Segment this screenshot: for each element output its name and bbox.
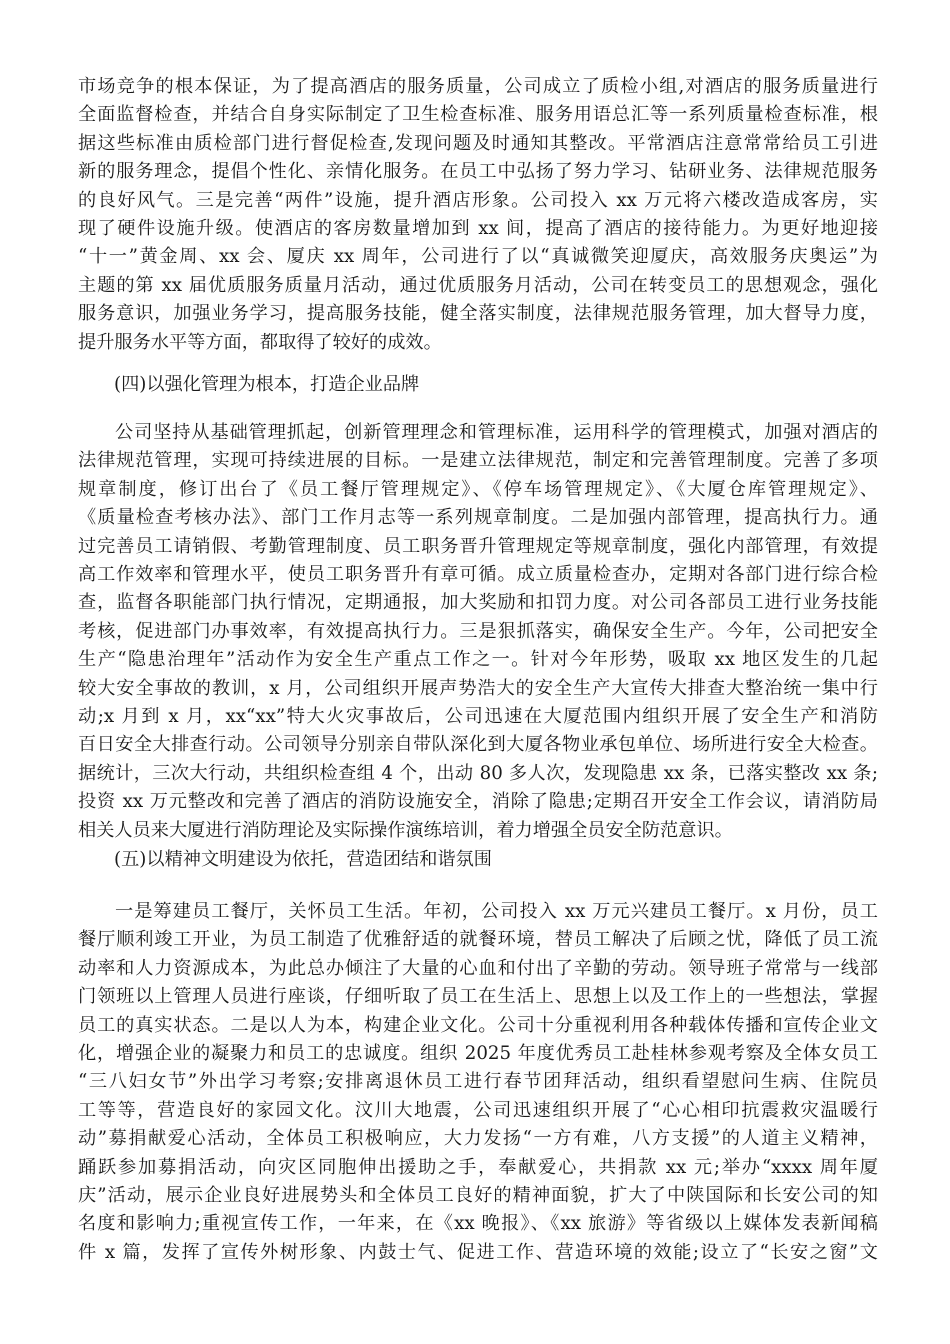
paragraph-line: 工等等，营造良好的家园文化。汶川大地震，公司迅速组织开展了“心心相印抗震救灾温暖行	[78, 1099, 878, 1121]
paragraph-line: 化，增强企业的凝聚力和员工的忠诚度。组织 2025 年度优秀员工赴桂林参观考察及全体女员工	[78, 1043, 878, 1065]
paragraph-line: 高工作效率和管理水平，使员工职务晋升有章可循。成立质量检查办，定期对各部门进行综合检	[78, 564, 878, 586]
paragraph-line: “三八妇女节”外出学习考察;安排离退休员工进行春节团拜活动，组织看望慰问生病、住院员	[78, 1071, 878, 1093]
paragraph-line: 踊跃参加募捐活动，向灾区同胞伸出援助之手，奉献爱心，共捐款 xx 元;举办“xxxx 周年厦	[78, 1156, 878, 1178]
paragraph-line: 员工的真实状态。二是以人为本，构建企业文化。公司十分重视利用各种载体传播和宣传企业文	[78, 1014, 878, 1036]
paragraph-line: 过完善员工请销假、考勤管理制度、员工职务晋升管理规定等规章制度，强化内部管理，有效提	[78, 535, 878, 557]
paragraph-line: 门领班以上管理人员进行座谈，仔细听取了员工在生活上、思想上以及工作上的一些想法，掌握	[78, 986, 878, 1008]
paragraph-line: 较大安全事故的教训，x 月，公司组织开展声势浩大的安全生产大宣传大排查大整治统一集中行	[78, 677, 878, 699]
paragraph-line: 公司坚持从基础管理抓起，创新管理理念和管理标准，运用科学的管理模式，加强对酒店的	[115, 422, 878, 443]
section-heading-5: (五)以精神文明建设为依托，营造团结和谐氛围	[114, 849, 492, 870]
paragraph-line: 主题的第 xx 届优质服务质量月活动，通过优质服务月活动，公司在转变员工的思想观念，强化	[78, 274, 878, 296]
paragraph-line: 庆”活动，展示企业良好进展势头和全体员工良好的精神面貌，扩大了中陕国际和长安公司的知	[78, 1185, 878, 1207]
paragraph-line: 的良好风气。三是完善“两件”设施，提升酒店形象。公司投入 xx 万元将六楼改造成客房，实	[78, 189, 878, 211]
paragraph-line: 据统计，三次大行动，共组织检查组 4 个，出动 80 多人次，发现隐患 xx 条，已落实整改 xx 条;	[78, 762, 878, 784]
paragraph-line: 投资 xx 万元整改和完善了酒店的消防设施安全，消除了隐患;定期召开安全工作会议，请消防局	[78, 791, 878, 813]
paragraph-line: 百日安全大排查行动。公司领导分别亲自带队深化到大厦各物业承包单位、场所进行安全大检查。	[78, 734, 878, 756]
paragraph-line: 服务意识，加强业务学习，提高服务技能，健全落实制度，法律规范服务管理，加大督导力度，	[78, 303, 878, 325]
paragraph-line: 全面监督检查，并结合自身实际制定了卫生检查标准、服务用语总汇等一系列质量检查标准，根	[78, 104, 878, 126]
paragraph-culture	[78, 898, 878, 1267]
paragraph-line: “十一”黄金周、xx 会、厦庆 xx 周年，公司进行了以“真诚微笑迎厦庆，高效服务庆奥运”为	[78, 246, 878, 268]
paragraph-line: 件 x 篇，发挥了宣传外树形象、内鼓士气、促进工作、营造环境的效能;设立了“长安之窗”文	[78, 1241, 878, 1263]
paragraph-line: 动;x 月到 x 月，xx“xx”特大火灾事故后，公司迅速在大厦范围内组织开展了安全生产和消防	[78, 706, 878, 728]
paragraph-line: 餐厅顺利竣工开业，为员工制造了优雅舒适的就餐环境，替员工解决了后顾之忧，降低了员工流	[78, 929, 878, 951]
paragraph-line: 动率和人力资源成本，为此总办倾注了大量的心血和付出了辛勤的劳动。领导班子常常与一线部	[78, 957, 878, 979]
paragraph-line: 规章制度，修订出台了《员工餐厅管理规定》、《停车场管理规定》、《大厦仓库管理规定》、	[78, 478, 878, 500]
paragraph-line: 据这些标准由质检部门进行督促检查,发现问题及时通知其整改。平常酒店注意常常给员工引进	[78, 132, 878, 154]
paragraph-line: 考核，促进部门办事效率，有效提高执行力。三是狠抓落实，确保安全生产。今年，公司把安全	[78, 620, 878, 642]
section-heading-4: (四)以强化管理为根本，打造企业品牌	[114, 374, 420, 395]
paragraph-line: 《质量检查考核办法》、部门工作月志等一系列规章制度。二是加强内部管理，提高执行力。通	[78, 507, 878, 529]
paragraph-line: 名度和影响力;重视宣传工作，一年来，在《xx 晚报》、《xx 旅游》等省级以上媒体发表新闻稿	[78, 1213, 878, 1235]
paragraph-line: 相关人员来大厦进行消防理论及实际操作演练培训，着力增强全员安全防范意识。	[78, 819, 733, 841]
paragraph-line: 新的服务理念，提倡个性化、亲情化服务。在员工中弘扬了努力学习、钻研业务、法律规范服务	[78, 161, 878, 183]
paragraph-line: 提升服务水平等方面，都取得了较好的成效。	[78, 331, 442, 353]
paragraph-line: 一是筹建员工餐厅，关怀员工生活。年初，公司投入 xx 万元兴建员工餐厅。x 月份，员工	[115, 901, 878, 922]
paragraph-management	[78, 419, 878, 845]
paragraph-line: 查，监督各职能部门执行情况，定期通报，加大奖励和扣罚力度。对公司各部员工进行业务技能	[78, 592, 878, 614]
paragraph-service-quality	[78, 73, 878, 357]
paragraph-line: 生产“隐患治理年”活动作为安全生产重点工作之一。针对今年形势，吸取 xx 地区发生的几起	[78, 649, 878, 671]
paragraph-line: 现了硬件设施升级。使酒店的客房数量增加到 xx 间，提高了酒店的接待能力。为更好地迎接	[78, 218, 878, 240]
paragraph-line: 动”募捐献爱心活动，全体员工积极响应，大力发扬“一方有难，八方支援”的人道主义精神，	[78, 1128, 878, 1150]
paragraph-line: 法律规范管理，实现可持续进展的目标。一是建立法律规范，制定和完善管理制度。完善了多项	[78, 450, 878, 472]
paragraph-line: 市场竞争的根本保证，为了提高酒店的服务质量，公司成立了质检小组,对酒店的服务质量进行	[78, 76, 878, 97]
